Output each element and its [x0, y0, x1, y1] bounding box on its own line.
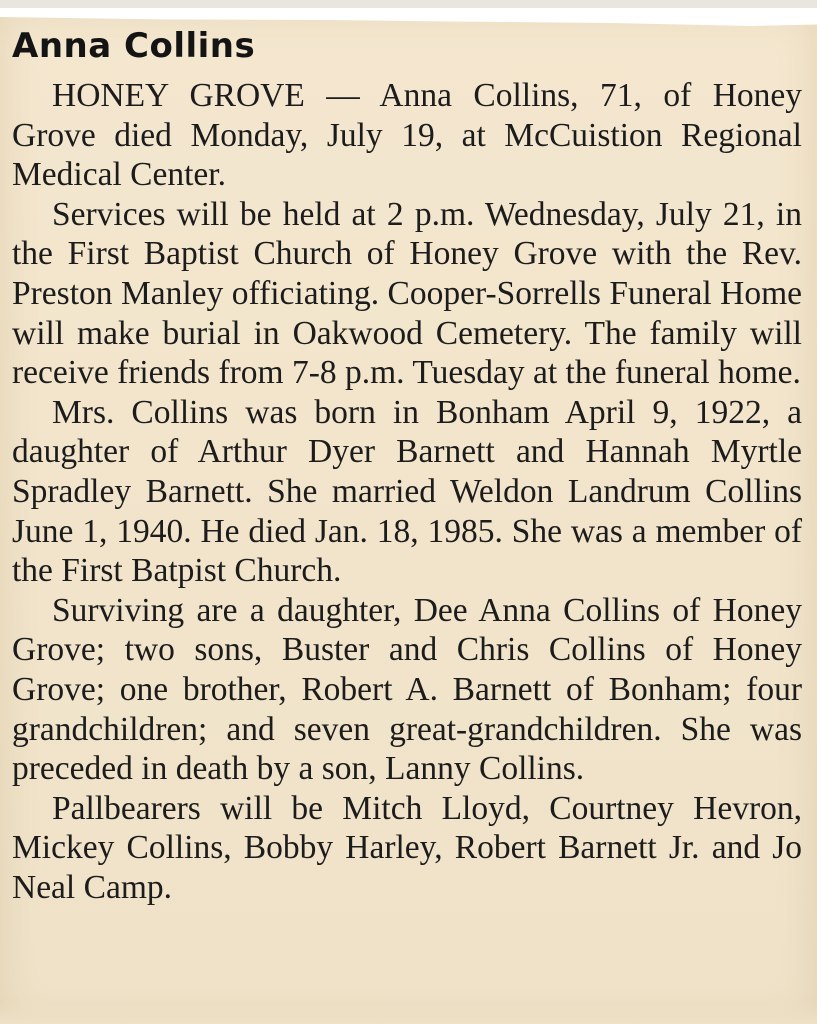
newspaper-clipping: [0, 8, 817, 1024]
clipping-bottom-edge: [0, 1002, 817, 1024]
obituary-body: [12, 76, 802, 907]
obituary-paragraph-intro: HONEY GROVE — Anna Collins, 71, of Honey Grove died Monday, July 19, at McCuistion Regional Medical Center.: [12, 77, 802, 194]
obituary-headline: Anna Collins: [12, 26, 256, 66]
obituary-paragraph-pallbearers: Pallbearers will be Mitch Lloyd, Courtney Hevron, Mickey Collins, Bobby Harley, Robert Barnett Jr. and Jo Neal Camp.: [12, 789, 802, 906]
obituary-paragraph-biography: Mrs. Collins was born in Bonham April 9, 1922, a daughter of Arthur Dyer Barnett and Hannah Myrtle Spradley Barnett. She married Weldon Landrum Collins June 1, 1940. He died Jan. 18, 1985. She was a member of the First Batpist Church.: [12, 393, 802, 590]
obituary-paragraph-survivors: Surviving are a daughter, Dee Anna Collins of Honey Grove; two sons, Buster and Chris Collins of Honey Grove; one brother, Robert A. Barnett of Bonham; four grandchildren; and seven great-grandchildren. She was preceded in death by a son, Lanny Collins.: [12, 591, 802, 788]
obituary-paragraph-services: Services will be held at 2 p.m. Wednesday, July 21, in the First Baptist Church of Honey Grove with the Rev. Preston Manley officiating. Cooper-Sorrells Funeral Home will make burial in Oakwood Cemetery. The family will receive friends from 7-8 p.m. Tuesday at the funeral home.: [12, 195, 802, 392]
